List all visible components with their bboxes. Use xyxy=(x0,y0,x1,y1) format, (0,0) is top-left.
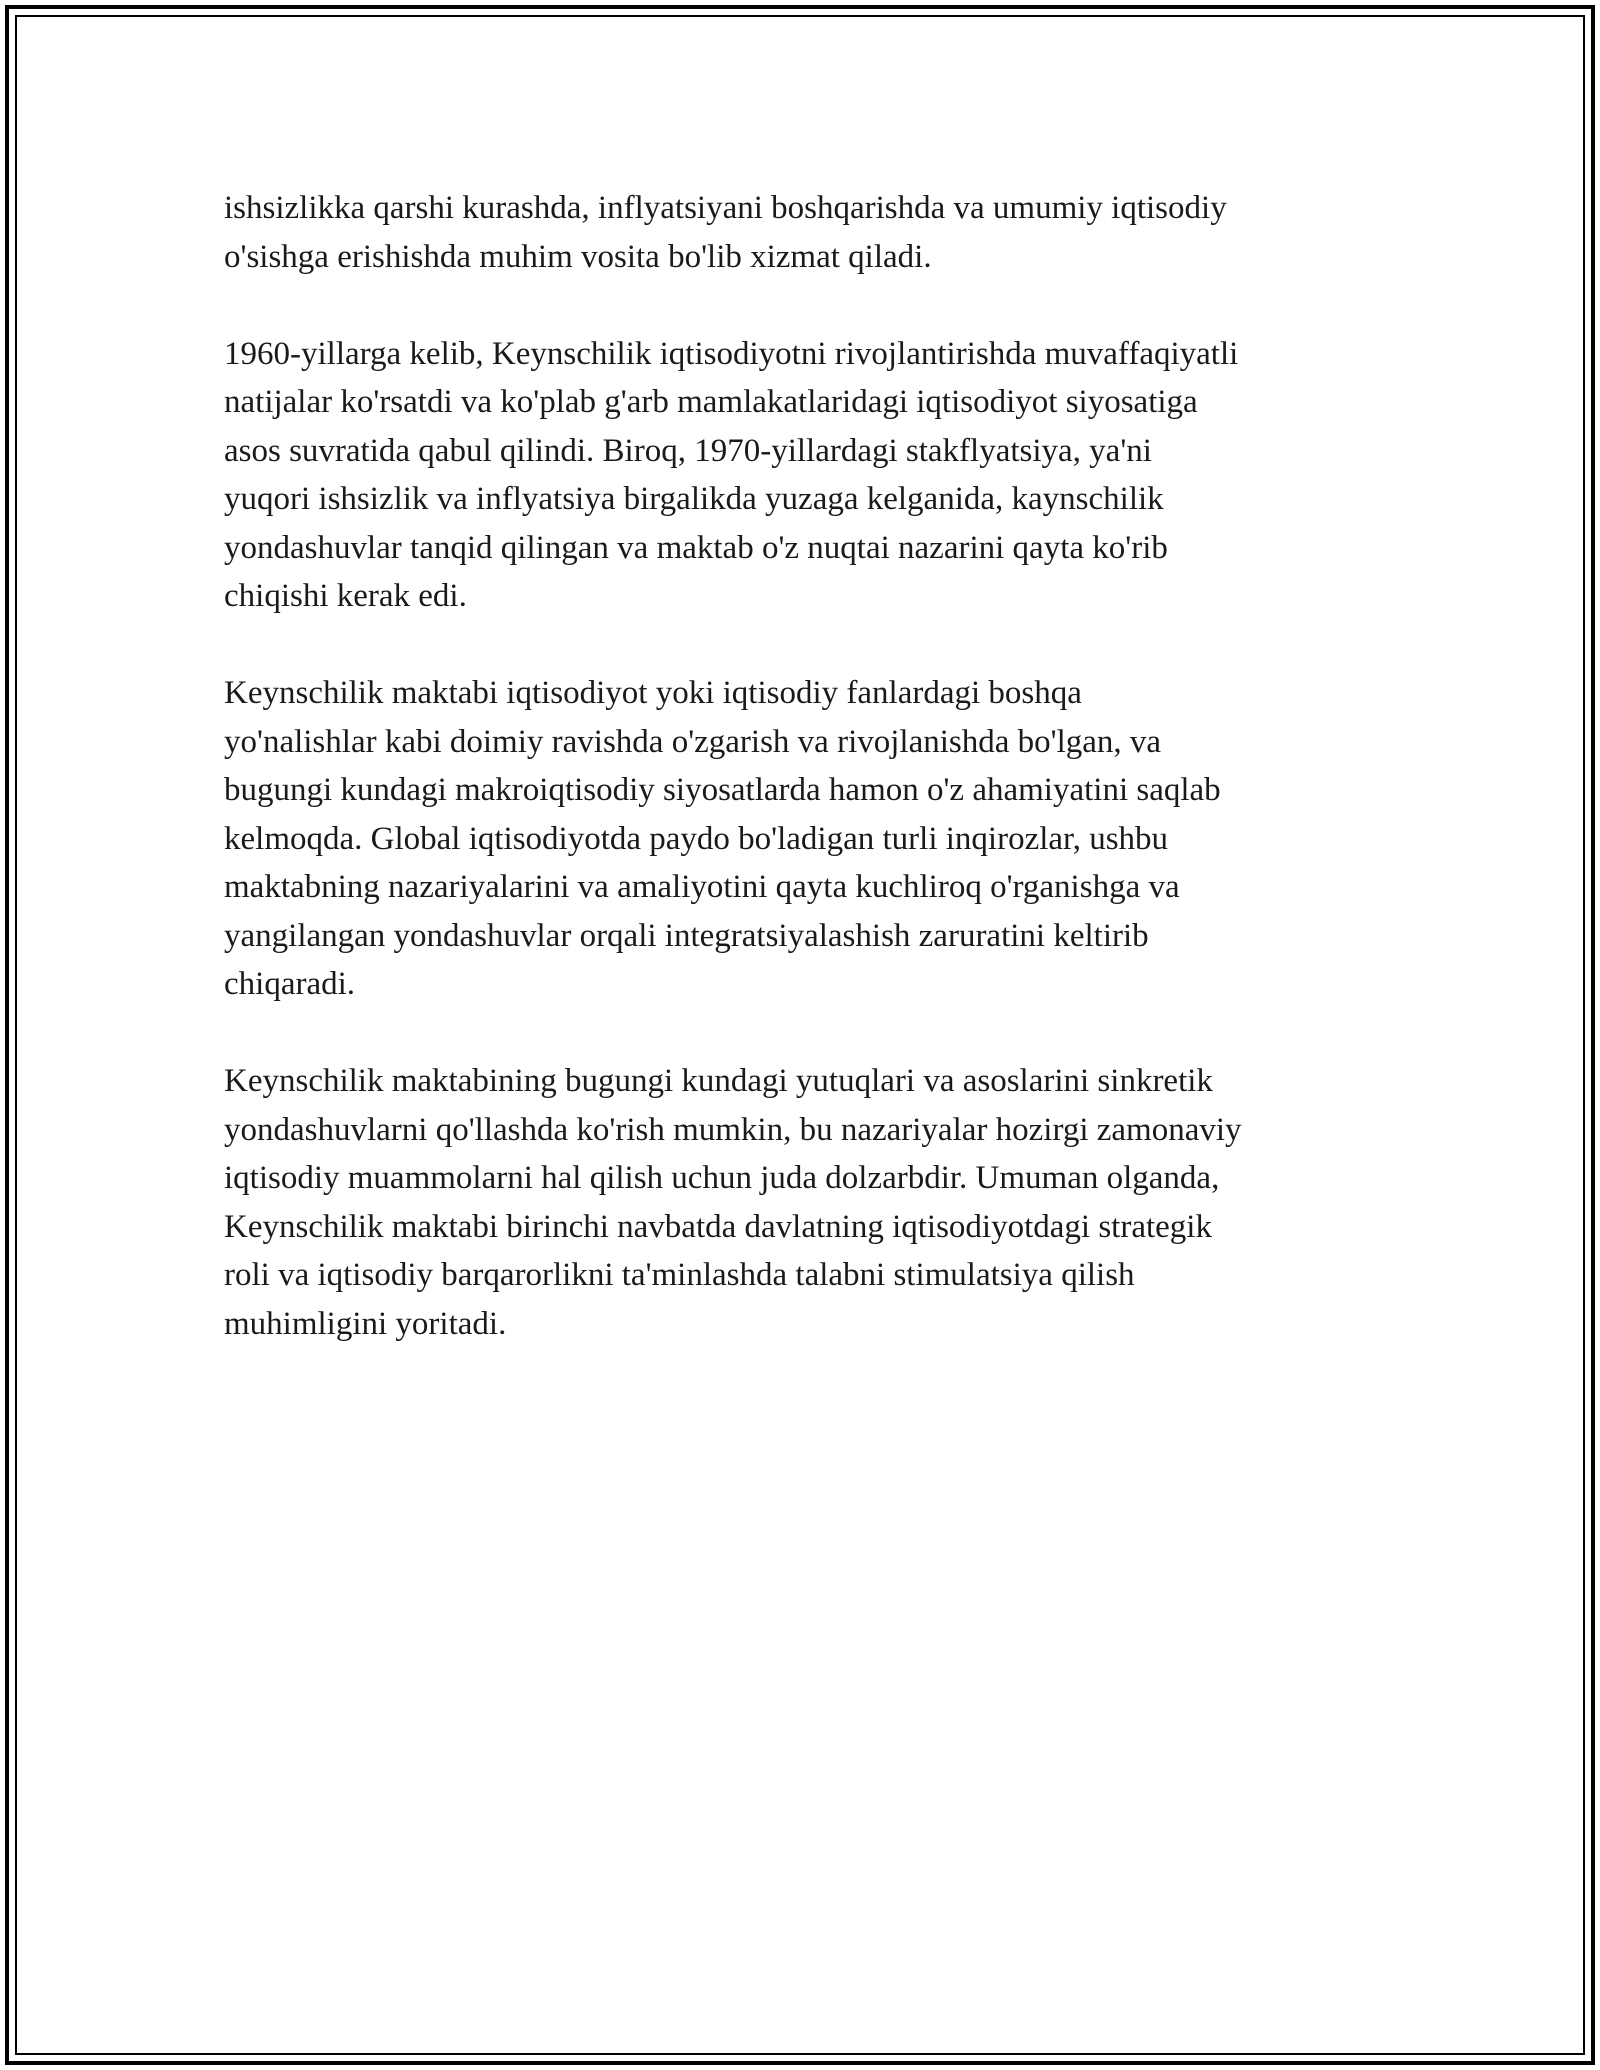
paragraph-4: Keynschilik maktabining bugungi kundagi yutuqlari va asoslarini sinkretik yondashuvlarni qo'llashda ko'rish mumkin, bu nazariyalar hozirgi zamonaviy iqtisodiy muammolarni hal qilish uchun juda dolzarbdir. Umuman olganda, Keynschilik maktabi birinchi navbatda davlatning iqtisodiyotdagi strategik roli va iqtisodiy barqarorlikni ta'minlashda talabni stimulatsiya qilish muhimligini yoritadi. xyxy=(224,1063,1242,1342)
document-body xyxy=(224,184,1384,1397)
paragraph-3: Keynschilik maktabi iqtisodiyot yoki iqtisodiy fanlardagi boshqa yo'nalishlar kabi doimiy ravishda o'zgarish va rivojlanishda bo'lgan, va bugungi kundagi makroiqtisodiy siyosatlarda hamon o'z ahamiyatini saqlab kelmoqda. Global iqtisodiyotda paydo bo'ladigan turli inqirozlar, ushbu maktabning nazariyalarini va amaliyotini qayta kuchliroq o'rganishga va yangilangan yondashuvlar orqali integratsiyalashish zaruratini keltirib chiqaradi. xyxy=(224,675,1221,1002)
paragraph-2: 1960-yillarga kelib, Keynschilik iqtisodiyotni rivojlantirishda muvaffaqiyatli natijalar ko'rsatdi va ko'plab g'arb mamlakatlaridagi iqtisodiyot siyosatiga asos suvratida qabul qilindi. Biroq, 1970-yillardagi stakflyatsiya, ya'ni yuqori ishsizlik va inflyatsiya birgalikda yuzaga kelganida, kaynschilik yondashuvlar tanqid qilingan va maktab o'z nuqtai nazarini qayta ko'rib chiqishi kerak edi. xyxy=(224,335,1239,614)
paragraph-1: ishsizlikka qarshi kurashda, inflyatsiyani boshqarishda va umumiy iqtisodiy o'sishga erishishda muhim vosita bo'lib xizmat qiladi. xyxy=(224,190,1227,275)
